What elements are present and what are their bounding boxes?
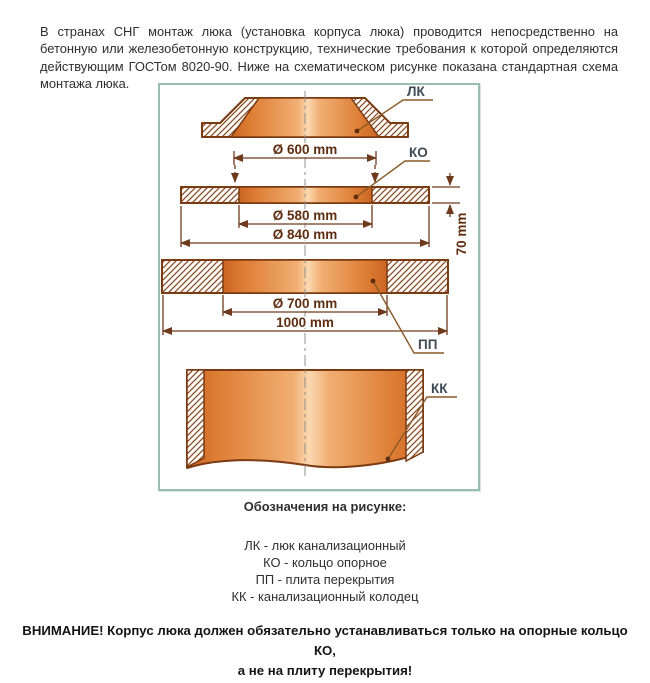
legend-item-ko: КО - кольцо опорное <box>263 555 387 570</box>
intro-paragraph: В странах СНГ монтаж люка (установка корпуса люка) проводится непосредственно на бетонную или железобетонную конструкцию, технические требования к которой определяются действующим ГОСТом 8020-90. Ниже на схематическом рисунке показана стандартная схема монтажа люка. <box>40 23 618 92</box>
dim-700-label: Ø 700 mm <box>272 296 338 311</box>
callout-pp: ПП <box>418 337 438 352</box>
warning-line-1: ВНИМАНИЕ! Корпус люка должен обязательно устанавливаться только на опорные кольцо КО, <box>22 623 628 658</box>
callout-ko: КО <box>409 145 428 160</box>
legend-item-lk: ЛК - люк канализационный <box>244 538 406 553</box>
callout-lk: ЛК <box>407 85 425 99</box>
callout-kk: КК <box>431 381 448 396</box>
dim-1000-label: 1000 mm <box>276 315 334 330</box>
legend-item-pp: ПП - плита перекрытия <box>255 572 395 587</box>
legend-list <box>0 537 650 605</box>
dim-600-label: Ø 600 mm <box>272 142 338 157</box>
schematic-figure <box>158 83 480 491</box>
warning-text <box>10 621 640 681</box>
manhole-installation-diagram <box>160 85 478 489</box>
dim-70-label: 70 mm <box>454 212 469 256</box>
legend-item-kk: КК - канализационный колодец <box>231 589 419 604</box>
warning-line-2: а не на плиту перекрытия! <box>237 663 413 678</box>
dim-840-label: Ø 840 mm <box>272 227 338 242</box>
dim-580-label: Ø 580 mm <box>272 208 338 223</box>
legend-heading: Обозначения на рисунке: <box>243 499 407 514</box>
